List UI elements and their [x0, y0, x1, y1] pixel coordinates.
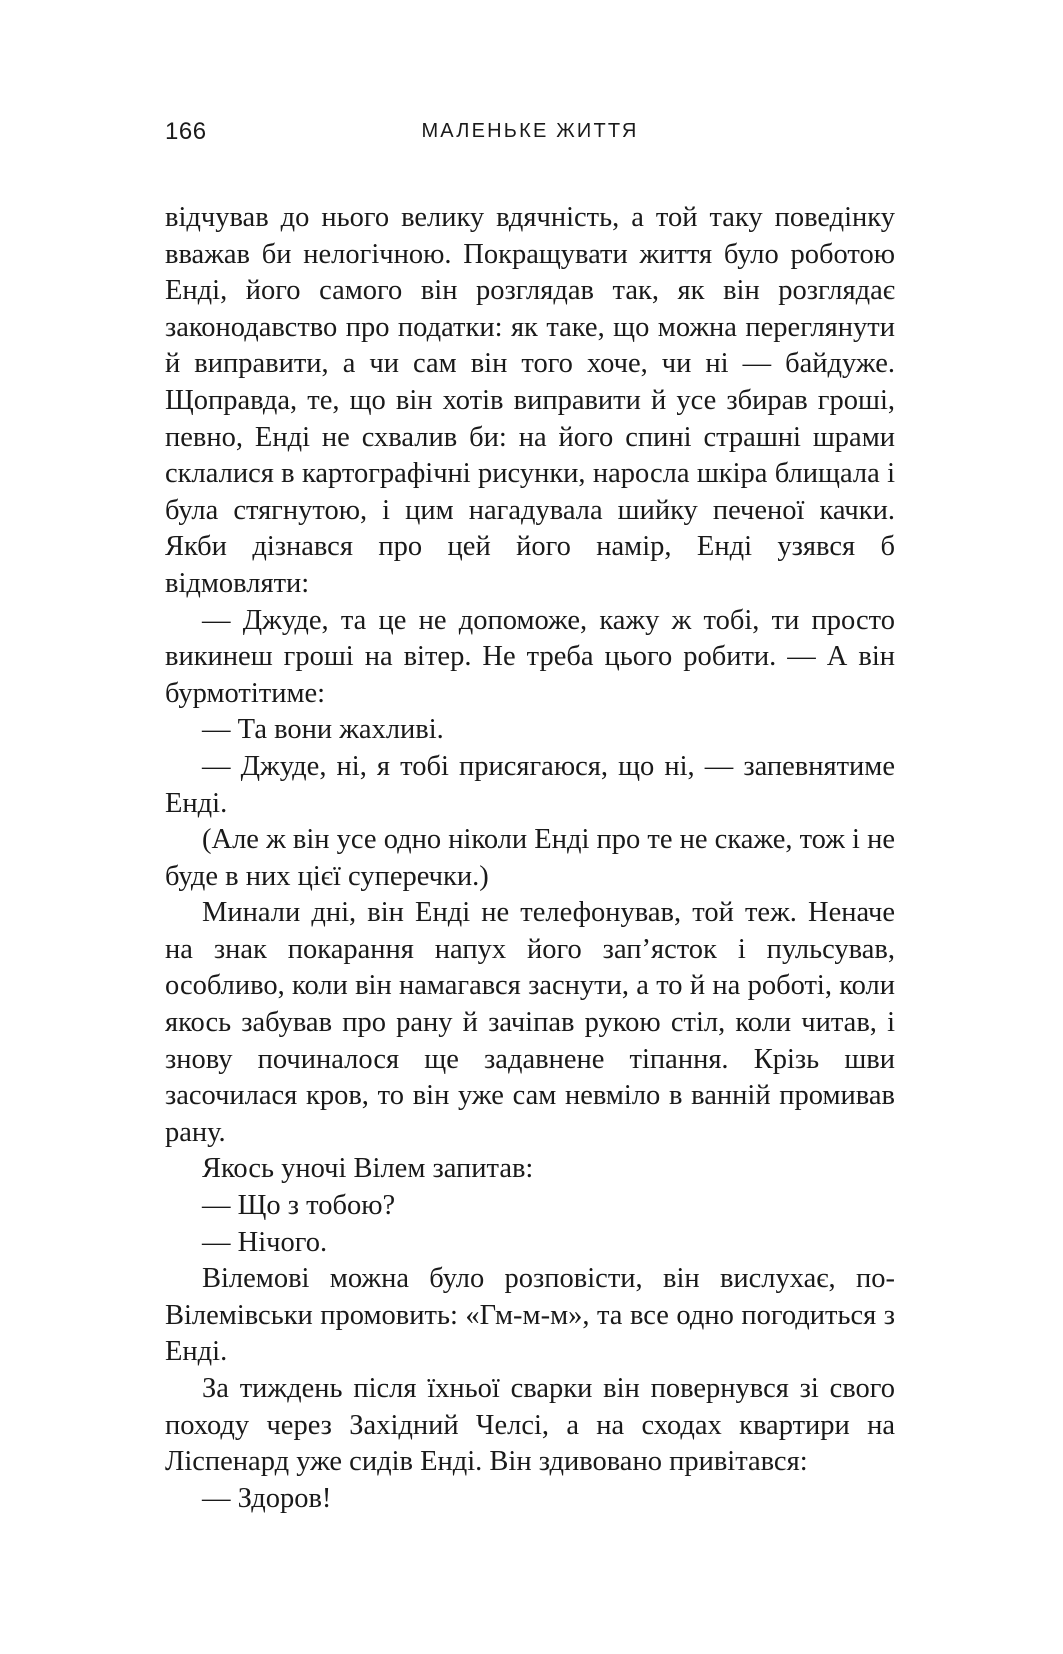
paragraph: відчував до нього велику вдячність, а той таку поведінку вважав би нелогічною. Покращувати життя було роботою Енді, його самого він розглядав так, як він розглядає законодавство про податки: як таке, що можна переглянути й виправити, а чи сам він того хоче, чи ні — байдуже. Щоправда, те, що він хотів виправити й усе збирав гроші, певно, Енді не схвалив би: на його спині страшні шрами склалися в картографічні рисунки, наросла шкіра блищала і була стягнутою, і цим нагадувала шийку печеної качки. Якби дізнався про цей його намір, Енді узявся б відмовляти:	[165, 202, 895, 599]
paragraph: Вілемові можна було розповісти, він вислухає, по-Вілемівськи промовить: «Гм-м-м», та все одно погодиться з Енді.	[165, 1263, 895, 1368]
paragraph: Минали дні, він Енді не телефонував, той теж. Неначе на знак покарання напух його зап’ясток і пульсував, особливо, коли він намагався заснути, а то й на роботі, коли якось забував про рану й зачіпав рукою стіл, коли читав, і знову починалося ще задавнене тіпання. Крізь шви засочилася кров, то він уже сам невміло в ванній промивав рану.	[165, 897, 895, 1148]
paragraph: За тиждень після їхньої сварки він повернувся зі свого походу через Західний Челсі, а на сходах квартири на Ліспенард уже сидів Енді. Він здивовано привітався:	[165, 1373, 895, 1478]
paragraph: — Що з тобою?	[202, 1190, 396, 1222]
paragraph: — Нічого.	[202, 1226, 328, 1258]
paragraph: — Джуде, ні, я тобі присягаюся, що ні, — запевнятиме Енді.	[165, 750, 895, 819]
page-number: 166	[165, 118, 207, 145]
paragraph: Якось уночі Вілем запитав:	[202, 1153, 534, 1185]
page-header	[165, 118, 895, 150]
running-title: МАЛЕНЬКЕ ЖИТТЯ	[421, 120, 639, 142]
body-text	[165, 200, 895, 1517]
paragraph: — Та вони жахливі.	[202, 714, 444, 746]
paragraph: (Але ж він усе одно ніколи Енді про те не скаже, тож і не буде в них цієї суперечки.)	[165, 824, 895, 892]
paragraph: — Здоров!	[202, 1482, 332, 1514]
paragraph: — Джуде, та це не допоможе, кажу ж тобі, ти просто викинеш гроші на вітер. Не треба цього робити. — А він бурмотітиме:	[165, 604, 895, 709]
